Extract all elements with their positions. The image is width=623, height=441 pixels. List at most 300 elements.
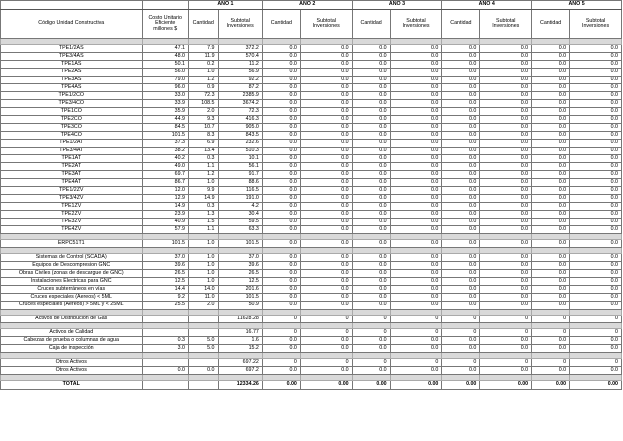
cantidad-cell: 0.0: [532, 92, 570, 100]
subtotal-cell: 0.0: [300, 139, 352, 147]
total-subtotal-cell: 0.00: [390, 380, 442, 389]
cantidad-cell: 0.0: [532, 337, 570, 345]
section-title-row: [1, 315, 622, 323]
cantidad-cell: 0.0: [262, 68, 300, 76]
cantidad-cell: 0.0: [262, 108, 300, 116]
year1-subtotal-cell: 697.2: [218, 366, 262, 374]
cantidad-cell: 0.0: [442, 45, 480, 53]
subtotal-cell: 0: [480, 315, 532, 323]
year1-cantidad-cell: 0.0: [188, 366, 218, 374]
subtotal-cell: 0.0: [300, 194, 352, 202]
row-code: Sistemas de Control (SCADA): [1, 254, 143, 262]
subtotal-cell: 0.0: [570, 147, 622, 155]
row-code: TPE4ZV: [1, 226, 143, 234]
cantidad-cell: 0.0: [532, 187, 570, 195]
year1-cantidad-cell: [188, 329, 218, 337]
year1-cantidad-cell: 0.2: [188, 60, 218, 68]
row-code: TPE3AT: [1, 171, 143, 179]
cantidad-header: Cantidad: [352, 10, 390, 39]
cantidad-cell: 0.0: [532, 366, 570, 374]
unit-cost-header: Costo Unitario Eficiente millones $: [142, 10, 188, 39]
year1-subtotal-cell: 4.2: [218, 202, 262, 210]
cantidad-cell: 0.0: [352, 163, 390, 171]
subtotal-cell: 0.0: [570, 60, 622, 68]
year1-subtotal-cell: 16.77: [218, 329, 262, 337]
cantidad-cell: 0: [262, 315, 300, 323]
subtotal-cell: 0.0: [480, 52, 532, 60]
table-row: [1, 226, 622, 234]
cantidad-cell: 0.0: [532, 293, 570, 301]
subtotal-cell: 0: [390, 329, 442, 337]
cantidad-cell: 0.0: [352, 84, 390, 92]
subtotal-cell: 0.0: [300, 147, 352, 155]
cantidad-cell: 0.0: [352, 262, 390, 270]
year1-subtotal-cell: 843.5: [218, 131, 262, 139]
subtotal-cell: 0.0: [570, 76, 622, 84]
cantidad-cell: 0.0: [442, 226, 480, 234]
table-row: [1, 139, 622, 147]
cantidad-cell: 0.0: [442, 187, 480, 195]
year1-subtotal-cell: 116.5: [218, 187, 262, 195]
subtotal-cell: 0.0: [570, 240, 622, 248]
table-row: [1, 60, 622, 68]
row-code: Cabezas de prueba o columnas de agua: [1, 337, 143, 345]
cantidad-cell: 0.0: [352, 108, 390, 116]
cantidad-cell: 0.0: [262, 76, 300, 84]
subtotal-cell: 0.0: [570, 337, 622, 345]
subtotal-cell: 0.0: [570, 262, 622, 270]
cantidad-cell: 0.0: [442, 262, 480, 270]
subtotal-cell: 0.0: [300, 155, 352, 163]
cantidad-cell: 0.0: [442, 293, 480, 301]
cantidad-cell: 0.0: [262, 366, 300, 374]
subtotal-cell: 0.0: [570, 226, 622, 234]
year1-cantidad-cell: 14.0: [188, 285, 218, 293]
cantidad-cell: 0.0: [442, 100, 480, 108]
cantidad-cell: 0.0: [352, 171, 390, 179]
subtotal-cell: 0.0: [300, 345, 352, 353]
cantidad-cell: 0.0: [262, 194, 300, 202]
subtotal-cell: 0.0: [480, 337, 532, 345]
subtotal-cell: 0.0: [300, 301, 352, 309]
cantidad-cell: 0.0: [262, 45, 300, 53]
subtotal-cell: 0.0: [480, 285, 532, 293]
subtotal-cell: 0.0: [300, 68, 352, 76]
cantidad-cell: 0.0: [352, 123, 390, 131]
year1-subtotal-cell: 101.5: [218, 293, 262, 301]
year1-subtotal-cell: 56.9: [218, 68, 262, 76]
subtotal-header: Subtotal Inversiones: [570, 10, 622, 39]
subtotal-cell: 0.0: [570, 293, 622, 301]
subtotal-cell: 0.0: [570, 285, 622, 293]
row-code: TPE3/4ZV: [1, 194, 143, 202]
year-4-header: AÑO 4: [442, 1, 532, 10]
table-row: [1, 345, 622, 353]
unit-cost-cell: 0.0: [142, 366, 188, 374]
year1-cantidad-cell: 1.0: [188, 270, 218, 278]
cantidad-cell: 0.0: [352, 45, 390, 53]
subtotal-cell: 0.0: [300, 108, 352, 116]
cantidad-cell: 0.0: [352, 345, 390, 353]
cantidad-cell: 0.0: [262, 218, 300, 226]
year1-cantidad-cell: 13.4: [188, 147, 218, 155]
cantidad-cell: 0.0: [442, 285, 480, 293]
cantidad-cell: 0.0: [532, 100, 570, 108]
total-subtotal-cell: 0.00: [570, 380, 622, 389]
row-code: TPE2CO: [1, 116, 143, 124]
unit-cost-cell: 48.0: [142, 52, 188, 60]
unit-cost-cell: 56.0: [142, 68, 188, 76]
cantidad-cell: 0.0: [352, 155, 390, 163]
subtotal-cell: 0.0: [300, 270, 352, 278]
subtotal-cell: 0.0: [390, 366, 442, 374]
subtotal-cell: 0.0: [480, 92, 532, 100]
cantidad-cell: 0.0: [262, 345, 300, 353]
table-row: [1, 179, 622, 187]
cantidad-cell: 0.0: [442, 131, 480, 139]
subtotal-cell: 0.0: [480, 45, 532, 53]
cantidad-cell: 0.0: [442, 52, 480, 60]
subtotal-cell: 0.0: [480, 366, 532, 374]
cantidad-cell: 0.0: [442, 163, 480, 171]
cantidad-cell: 0.0: [262, 179, 300, 187]
subtotal-cell: 0.0: [480, 202, 532, 210]
table-row: [1, 108, 622, 116]
cantidad-cell: 0: [442, 359, 480, 367]
row-code: TPE1AS: [1, 60, 143, 68]
year1-cantidad-cell: 14.9: [188, 194, 218, 202]
cantidad-cell: 0.0: [352, 76, 390, 84]
row-code: TPE1ZV: [1, 202, 143, 210]
year1-cantidad-cell: 1.0: [188, 68, 218, 76]
table-row: [1, 277, 622, 285]
table-row: [1, 240, 622, 248]
cantidad-cell: 0: [532, 359, 570, 367]
cantidad-cell: 0.0: [442, 155, 480, 163]
total-subtotal-cell: 0.00: [480, 380, 532, 389]
total-year1-subtotal: 12334.26: [218, 380, 262, 389]
table-row: [1, 116, 622, 124]
total-subtotal-cell: 0.00: [300, 380, 352, 389]
total-cantidad-cell: 0.00: [352, 380, 390, 389]
subtotal-cell: 0.0: [480, 210, 532, 218]
subtotal-cell: 0.0: [300, 131, 352, 139]
code-header: Código Unidad Constructiva: [1, 10, 143, 39]
cantidad-cell: 0.0: [532, 194, 570, 202]
cantidad-cell: 0.0: [442, 60, 480, 68]
year1-subtotal-cell: 2385.9: [218, 92, 262, 100]
year1-subtotal-cell: 15.2: [218, 345, 262, 353]
unit-cost-cell: 0.3: [142, 337, 188, 345]
cantidad-cell: 0.0: [262, 147, 300, 155]
cantidad-cell: 0.0: [532, 240, 570, 248]
row-code: TPE1CO: [1, 108, 143, 116]
cantidad-cell: 0.0: [532, 202, 570, 210]
cantidad-cell: 0.0: [532, 226, 570, 234]
row-code: TPE3AS: [1, 76, 143, 84]
subtotal-cell: 0: [480, 359, 532, 367]
row-code: Otros Activos: [1, 366, 143, 374]
table-row: [1, 194, 622, 202]
year1-cantidad-cell: 11.0: [188, 293, 218, 301]
year1-cantidad-cell: 9.9: [188, 187, 218, 195]
subtotal-cell: 0: [390, 359, 442, 367]
cantidad-cell: 0.0: [352, 226, 390, 234]
year1-cantidad-cell: 1.0: [188, 254, 218, 262]
unit-cost-cell: 40.9: [142, 218, 188, 226]
unit-cost-cell: 37.3: [142, 139, 188, 147]
subtotal-cell: 0.0: [570, 179, 622, 187]
subtotal-cell: 0.0: [480, 116, 532, 124]
year1-subtotal-cell: 12.5: [218, 277, 262, 285]
cantidad-cell: 0.0: [532, 179, 570, 187]
subtotal-cell: 0.0: [300, 76, 352, 84]
cantidad-cell: 0.0: [442, 68, 480, 76]
row-code: Caja de inspección: [1, 345, 143, 353]
cantidad-header: Cantidad: [532, 10, 570, 39]
cantidad-cell: 0.0: [262, 100, 300, 108]
unit-cost-cell: 37.0: [142, 254, 188, 262]
subtotal-cell: 0.0: [570, 210, 622, 218]
cantidad-cell: 0.0: [352, 254, 390, 262]
year1-subtotal-cell: 11628.28: [218, 315, 262, 323]
cantidad-cell: 0.0: [262, 163, 300, 171]
subtotal-header: Subtotal Inversiones: [218, 10, 262, 39]
cantidad-cell: 0.0: [442, 139, 480, 147]
subtotal-cell: 0.0: [570, 52, 622, 60]
year1-cantidad-cell: 1.0: [188, 240, 218, 248]
subtotal-cell: 0.0: [390, 163, 442, 171]
subtotal-cell: 0.0: [390, 226, 442, 234]
cantidad-cell: 0.0: [352, 179, 390, 187]
cantidad-cell: 0: [352, 329, 390, 337]
subtotal-cell: 0.0: [480, 187, 532, 195]
cantidad-cell: 0.0: [352, 52, 390, 60]
year1-subtotal-cell: 87.2: [218, 84, 262, 92]
subtotal-cell: 0.0: [570, 270, 622, 278]
subtotal-cell: 0.0: [390, 301, 442, 309]
table-row: [1, 293, 622, 301]
row-code: TPE2AT: [1, 163, 143, 171]
table-row: [1, 171, 622, 179]
subtotal-cell: 0.0: [480, 108, 532, 116]
cantidad-cell: 0: [532, 315, 570, 323]
subtotal-cell: 0.0: [570, 84, 622, 92]
table-row: [1, 187, 622, 195]
cantidad-cell: 0.0: [442, 123, 480, 131]
total-row: [1, 380, 622, 389]
unit-cost-cell: [142, 329, 188, 337]
cantidad-cell: 0.0: [532, 285, 570, 293]
subtotal-cell: 0.0: [300, 163, 352, 171]
cantidad-cell: 0.0: [442, 147, 480, 155]
unit-cost-cell: [142, 315, 188, 323]
subtotal-cell: 0.0: [480, 254, 532, 262]
cantidad-cell: 0.0: [532, 262, 570, 270]
subtotal-cell: 0.0: [570, 366, 622, 374]
subtotal-cell: 0.0: [480, 301, 532, 309]
row-code: TPE4AT: [1, 179, 143, 187]
year1-cantidad-cell: 108.5: [188, 100, 218, 108]
subtotal-cell: 0.0: [570, 155, 622, 163]
cantidad-cell: 0.0: [532, 76, 570, 84]
subtotal-cell: 0.0: [390, 84, 442, 92]
row-code: TPE1/2ZV: [1, 187, 143, 195]
cantidad-cell: 0.0: [532, 301, 570, 309]
subtotal-cell: 0.0: [570, 345, 622, 353]
cantidad-cell: 0.0: [352, 116, 390, 124]
cantidad-cell: 0.0: [532, 345, 570, 353]
cantidad-cell: 0.0: [262, 131, 300, 139]
subtotal-cell: 0: [570, 315, 622, 323]
year1-subtotal-cell: 56.1: [218, 163, 262, 171]
subtotal-cell: 0.0: [390, 139, 442, 147]
subtotal-cell: 0.0: [570, 116, 622, 124]
subtotal-cell: 0.0: [480, 262, 532, 270]
subtotal-cell: 0.0: [480, 76, 532, 84]
subtotal-cell: 0.0: [390, 337, 442, 345]
cantidad-cell: 0.0: [262, 226, 300, 234]
unit-cost-cell: 57.9: [142, 226, 188, 234]
cantidad-cell: 0.0: [262, 270, 300, 278]
year-header-row: [1, 1, 622, 10]
cantidad-cell: 0.0: [532, 254, 570, 262]
table-row: [1, 366, 622, 374]
year1-cantidad-cell: 1.2: [188, 76, 218, 84]
subtotal-cell: 0.0: [570, 131, 622, 139]
year1-cantidad-cell: 5.0: [188, 345, 218, 353]
cantidad-cell: 0.0: [262, 92, 300, 100]
cantidad-cell: 0.0: [532, 163, 570, 171]
subtotal-cell: 0.0: [570, 100, 622, 108]
subtotal-cell: 0.0: [390, 345, 442, 353]
year1-subtotal-cell: 72.3: [218, 108, 262, 116]
subtotal-cell: 0.0: [480, 293, 532, 301]
cantidad-cell: 0.0: [442, 218, 480, 226]
cantidad-cell: 0.0: [352, 210, 390, 218]
table-row: [1, 218, 622, 226]
unit-cost-cell: 101.5: [142, 240, 188, 248]
year1-cantidad-cell: 1.0: [188, 262, 218, 270]
row-code: TPE2ZV: [1, 210, 143, 218]
unit-cost-cell: 40.2: [142, 155, 188, 163]
cantidad-cell: 0.0: [442, 254, 480, 262]
year1-cantidad-cell: 72.3: [188, 92, 218, 100]
row-code: Cruces especiales (Aereos) > 5ML y < 25ML: [1, 301, 143, 309]
unit-cost-cell: 49.0: [142, 163, 188, 171]
cantidad-cell: 0.0: [262, 116, 300, 124]
subtotal-cell: 0.0: [390, 171, 442, 179]
row-code: TPE1/2CO: [1, 92, 143, 100]
year1-subtotal-cell: 201.6: [218, 285, 262, 293]
cantidad-cell: 0.0: [262, 240, 300, 248]
unit-cost-cell: 44.9: [142, 116, 188, 124]
year1-cantidad-cell: 0.3: [188, 155, 218, 163]
table-row: [1, 285, 622, 293]
year-3-header: AÑO 3: [352, 1, 442, 10]
year1-subtotal-cell: 11.2: [218, 60, 262, 68]
year1-cantidad-cell: 1.2: [188, 171, 218, 179]
subtotal-cell: 0.0: [480, 277, 532, 285]
cantidad-cell: 0.0: [442, 345, 480, 353]
cantidad-header: Cantidad: [442, 10, 480, 39]
section-title-row: [1, 329, 622, 337]
cantidad-cell: 0.0: [262, 293, 300, 301]
table-row: [1, 262, 622, 270]
subtotal-cell: 0.0: [390, 131, 442, 139]
year1-subtotal-cell: 63.3: [218, 226, 262, 234]
unit-cost-cell: 33.0: [142, 92, 188, 100]
year1-subtotal-cell: 50.9: [218, 301, 262, 309]
year1-cantidad-cell: [188, 380, 218, 389]
subtotal-cell: 0.0: [480, 218, 532, 226]
subtotal-cell: 0.0: [300, 240, 352, 248]
subtotal-cell: 0.0: [390, 202, 442, 210]
cantidad-cell: 0.0: [442, 270, 480, 278]
cantidad-cell: 0.0: [532, 277, 570, 285]
total-cantidad-cell: 0.00: [262, 380, 300, 389]
year1-cantidad-cell: [188, 315, 218, 323]
table-row: [1, 155, 622, 163]
cantidad-cell: 0.0: [352, 240, 390, 248]
subtotal-cell: 0.0: [300, 366, 352, 374]
row-code: Equipos de Descompresion GNC: [1, 262, 143, 270]
cantidad-cell: 0.0: [532, 210, 570, 218]
cantidad-cell: 0.0: [532, 270, 570, 278]
subtotal-cell: 0.0: [390, 179, 442, 187]
year1-subtotal-cell: 1.6: [218, 337, 262, 345]
cantidad-cell: 0.0: [262, 155, 300, 163]
subtotal-cell: 0.0: [480, 123, 532, 131]
year1-cantidad-cell: 11.9: [188, 52, 218, 60]
unit-cost-cell: [142, 359, 188, 367]
subtotal-cell: 0: [300, 329, 352, 337]
cantidad-cell: 0.0: [262, 187, 300, 195]
cantidad-cell: 0.0: [532, 147, 570, 155]
subtotal-cell: 0.0: [480, 194, 532, 202]
cantidad-cell: 0.0: [262, 277, 300, 285]
subtotal-cell: 0.0: [390, 76, 442, 84]
section-title-row: [1, 359, 622, 367]
cantidad-cell: 0.0: [532, 131, 570, 139]
subtotal-cell: 0.0: [390, 277, 442, 285]
subtotal-cell: 0: [300, 315, 352, 323]
cantidad-cell: 0.0: [532, 171, 570, 179]
year1-subtotal-cell: 570.4: [218, 52, 262, 60]
subtotal-cell: 0.0: [570, 277, 622, 285]
cantidad-cell: 0.0: [442, 202, 480, 210]
unit-cost-cell: 9.2: [142, 293, 188, 301]
cantidad-cell: 0.0: [352, 194, 390, 202]
year1-cantidad-cell: 2.0: [188, 301, 218, 309]
cantidad-cell: 0.0: [262, 84, 300, 92]
table-row: [1, 68, 622, 76]
column-header-row: [1, 10, 622, 39]
row-code: TPE1AT: [1, 155, 143, 163]
subtotal-cell: 0.0: [570, 187, 622, 195]
subtotal-cell: 0.0: [300, 52, 352, 60]
year1-subtotal-cell: 232.6: [218, 139, 262, 147]
cantidad-cell: 0.0: [442, 366, 480, 374]
cantidad-cell: 0.0: [532, 45, 570, 53]
year1-cantidad-cell: 9.3: [188, 116, 218, 124]
year1-subtotal-cell: 92.2: [218, 76, 262, 84]
subtotal-cell: 0.0: [390, 293, 442, 301]
cantidad-cell: 0.0: [532, 123, 570, 131]
row-code: TPE4AS: [1, 84, 143, 92]
row-code: TPE1/2AT: [1, 139, 143, 147]
cantidad-cell: 0.0: [262, 285, 300, 293]
